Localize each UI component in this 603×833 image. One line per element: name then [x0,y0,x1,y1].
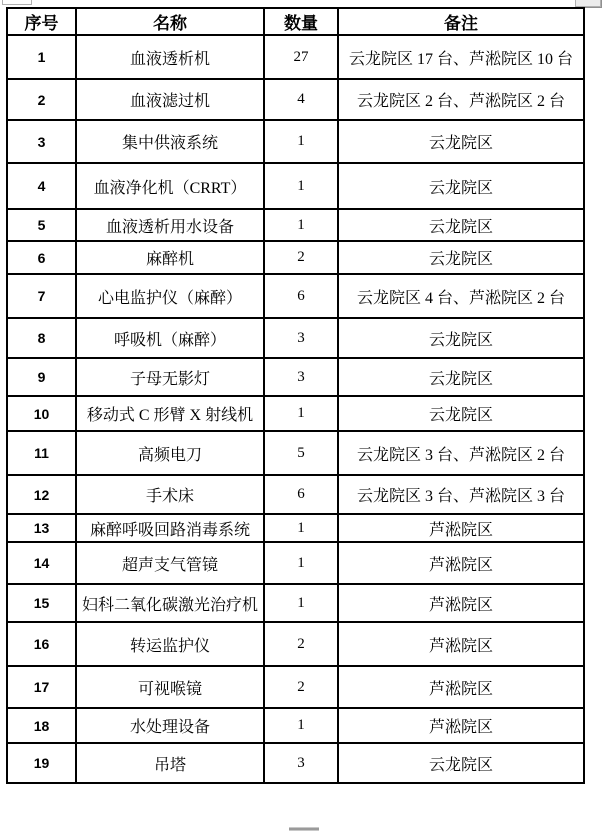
cell-name: 血液滤过机 [76,79,264,120]
cell-remark: 云龙院区 [338,396,584,431]
cell-remark: 芦淞院区 [338,708,584,743]
cell-name: 麻醉机 [76,241,264,274]
table-row [7,318,584,358]
table-row [7,79,584,120]
cell-remark: 云龙院区 2 台、芦淞院区 2 台 [338,79,584,120]
table-row [7,163,584,209]
cell-quantity: 2 [264,666,338,708]
cell-index: 2 [7,79,76,120]
cell-index: 8 [7,318,76,358]
table-row [7,542,584,584]
horizontal-scrollbar-thumb[interactable] [289,827,319,831]
column-header-index: 序号 [7,8,76,35]
cell-index: 7 [7,274,76,318]
cell-quantity: 5 [264,431,338,475]
cell-quantity: 27 [264,35,338,79]
cell-name: 子母无影灯 [76,358,264,396]
cell-remark: 云龙院区 3 台、芦淞院区 2 台 [338,431,584,475]
cell-name: 呼吸机（麻醉） [76,318,264,358]
cell-index: 10 [7,396,76,431]
cell-quantity: 1 [264,584,338,622]
cell-remark: 芦淞院区 [338,514,584,542]
cell-remark: 芦淞院区 [338,542,584,584]
table-row [7,241,584,274]
cell-index: 14 [7,542,76,584]
cell-name: 水处理设备 [76,708,264,743]
cell-index: 4 [7,163,76,209]
cell-quantity: 1 [264,542,338,584]
table-header [7,8,584,35]
table-row [7,274,584,318]
cell-name: 心电监护仪（麻醉） [76,274,264,318]
table-row [7,396,584,431]
cell-remark: 芦淞院区 [338,666,584,708]
cell-index: 19 [7,743,76,783]
equipment-table [6,7,585,784]
cropped-box-artifact-right [575,0,601,7]
cell-index: 9 [7,358,76,396]
table-row [7,666,584,708]
table-row [7,358,584,396]
cell-remark: 云龙院区 [338,358,584,396]
cell-quantity: 2 [264,622,338,666]
cell-remark: 芦淞院区 [338,622,584,666]
cell-quantity: 2 [264,241,338,274]
cell-name: 吊塔 [76,743,264,783]
table-row [7,708,584,743]
cell-quantity: 6 [264,475,338,514]
cell-index: 13 [7,514,76,542]
column-header-remark: 备注 [338,8,584,35]
cell-name: 移动式 C 形臂 X 射线机 [76,396,264,431]
cell-remark: 云龙院区 [338,318,584,358]
cell-name: 超声支气管镜 [76,542,264,584]
cell-quantity: 1 [264,120,338,163]
cell-remark: 云龙院区 [338,120,584,163]
cell-remark: 云龙院区 [338,743,584,783]
cell-quantity: 4 [264,79,338,120]
cell-index: 6 [7,241,76,274]
cell-name: 转运监护仪 [76,622,264,666]
cell-quantity: 1 [264,708,338,743]
cell-quantity: 1 [264,396,338,431]
table-row [7,209,584,241]
cell-remark: 云龙院区 17 台、芦淞院区 10 台 [338,35,584,79]
cell-quantity: 3 [264,358,338,396]
cell-index: 16 [7,622,76,666]
table-row [7,35,584,79]
cell-quantity: 3 [264,318,338,358]
table-row [7,743,584,783]
cell-name: 血液净化机（CRRT） [76,163,264,209]
table-row [7,431,584,475]
cell-quantity: 6 [264,274,338,318]
cell-quantity: 1 [264,514,338,542]
table-body [7,35,584,783]
cell-quantity: 1 [264,163,338,209]
cell-index: 17 [7,666,76,708]
cell-remark: 云龙院区 4 台、芦淞院区 2 台 [338,274,584,318]
cell-remark: 芦淞院区 [338,584,584,622]
cell-name: 手术床 [76,475,264,514]
table-row [7,584,584,622]
cell-index: 15 [7,584,76,622]
cell-index: 5 [7,209,76,241]
column-header-name: 名称 [76,8,264,35]
cropped-box-artifact-left [2,0,32,5]
cell-name: 集中供液系统 [76,120,264,163]
table-row [7,120,584,163]
cell-name: 血液透析用水设备 [76,209,264,241]
cell-index: 1 [7,35,76,79]
cell-name: 妇科二氧化碳激光治疗机 [76,584,264,622]
cell-name: 高频电刀 [76,431,264,475]
cell-remark: 云龙院区 [338,209,584,241]
table-row [7,475,584,514]
header-row [7,8,584,35]
cell-quantity: 1 [264,209,338,241]
cell-name: 麻醉呼吸回路消毒系统 [76,514,264,542]
cell-name: 可视喉镜 [76,666,264,708]
cell-name: 血液透析机 [76,35,264,79]
table-row [7,514,584,542]
cell-quantity: 3 [264,743,338,783]
cell-index: 12 [7,475,76,514]
column-header-quantity: 数量 [264,8,338,35]
cell-remark: 云龙院区 3 台、芦淞院区 3 台 [338,475,584,514]
table-row [7,622,584,666]
cell-remark: 云龙院区 [338,163,584,209]
cell-index: 3 [7,120,76,163]
cell-remark: 云龙院区 [338,241,584,274]
cell-index: 18 [7,708,76,743]
cell-index: 11 [7,431,76,475]
